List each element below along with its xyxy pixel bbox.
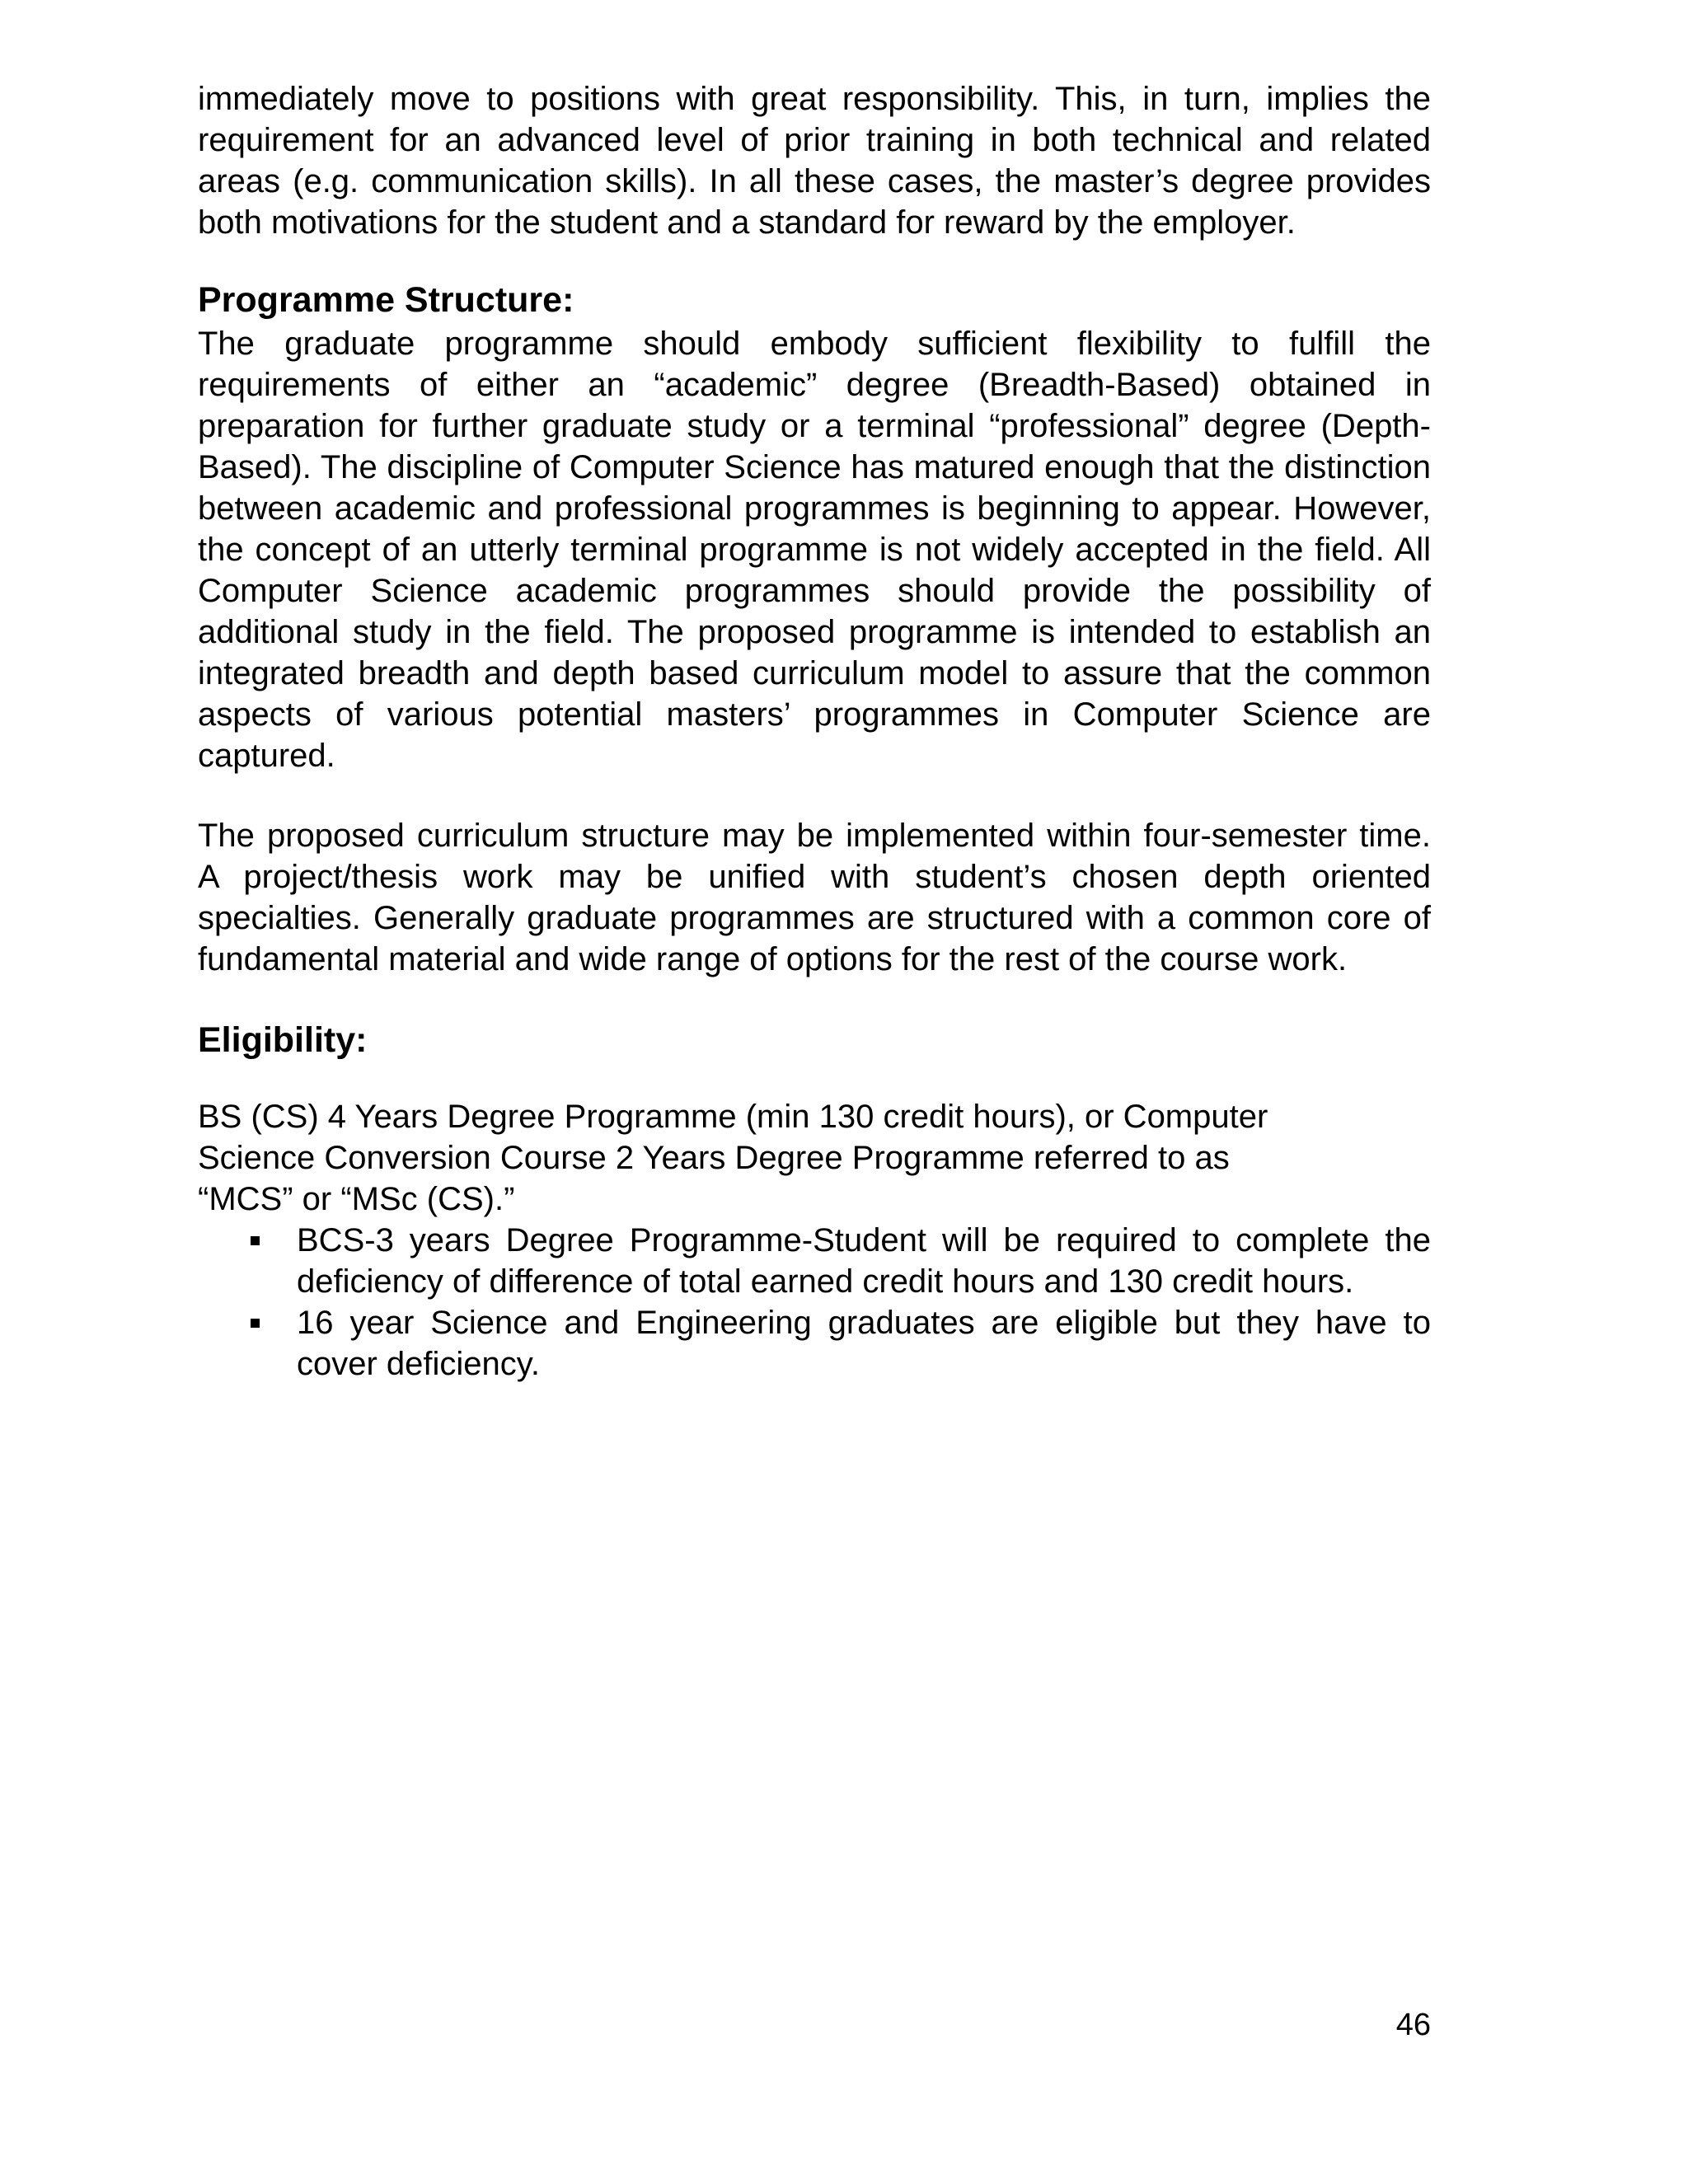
programme-structure-paragraph-1: The graduate programme should embody sufficient flexibility to fulfill the requirements of either an “academic” degree (Breadth-Based) obtained in preparation for further graduate study or a terminal “professional” degree (Depth-Based). The discipline of Computer Science has matured enough that the distinction between academic and professional programmes is beginning to appear. However, the concept of an utterly terminal programme is not widely accepted in the field. All Computer Science academic programmes should provide the possibility of additional study in the field. The proposed programme is intended to establish an integrated breadth and depth based curriculum model to assure that the common aspects of various potential masters’ programmes in Computer Science are captured. — [198, 326, 1431, 774]
eligibility-heading: Eligibility: — [198, 1020, 368, 1060]
eligibility-bullet-list — [198, 1220, 1431, 1385]
bullet-text: 16 year Science and Engineering graduates are eligible but they have to cover deficiency. — [297, 1305, 1431, 1382]
square-bullet-icon — [251, 1319, 260, 1328]
list-item — [198, 1302, 1431, 1385]
eligibility-intro-paragraph — [198, 1096, 1431, 1220]
page-number: 46 — [1395, 2008, 1431, 2042]
programme-structure-heading: Programme Structure: — [198, 280, 574, 320]
list-item — [198, 1220, 1431, 1302]
document-page — [198, 78, 1431, 1385]
bullet-text: BCS-3 years Degree Programme-Student will be required to complete the deficiency of difference of total earned credit hours and 130 credit hours. — [297, 1222, 1431, 1300]
eligibility-intro-line-2: Science Conversion Course 2 Years Degree Programme referred to as — [198, 1140, 1230, 1176]
programme-structure-paragraph-2: The proposed curriculum structure may be implemented within four-semester time. A project/thesis work may be unified with student’s chosen depth oriented specialties. Generally graduate programmes are structured with a common core of fundamental material and wide range of options for the rest of the course work. — [198, 818, 1431, 977]
eligibility-intro-line-1: BS (CS) 4 Years Degree Programme (min 130 credit hours), or Computer — [198, 1099, 1268, 1135]
eligibility-intro-line-3: “MCS” or “MSc (CS).” — [198, 1181, 515, 1217]
intro-paragraph: immediately move to positions with great responsibility. This, in turn, implies the requirement for an advanced level of prior training in both technical and related areas (e.g. communication skills). In all these cases, the master’s degree provides both motivations for the student and a standard for reward by the employer. — [198, 81, 1431, 241]
square-bullet-icon — [251, 1236, 260, 1245]
